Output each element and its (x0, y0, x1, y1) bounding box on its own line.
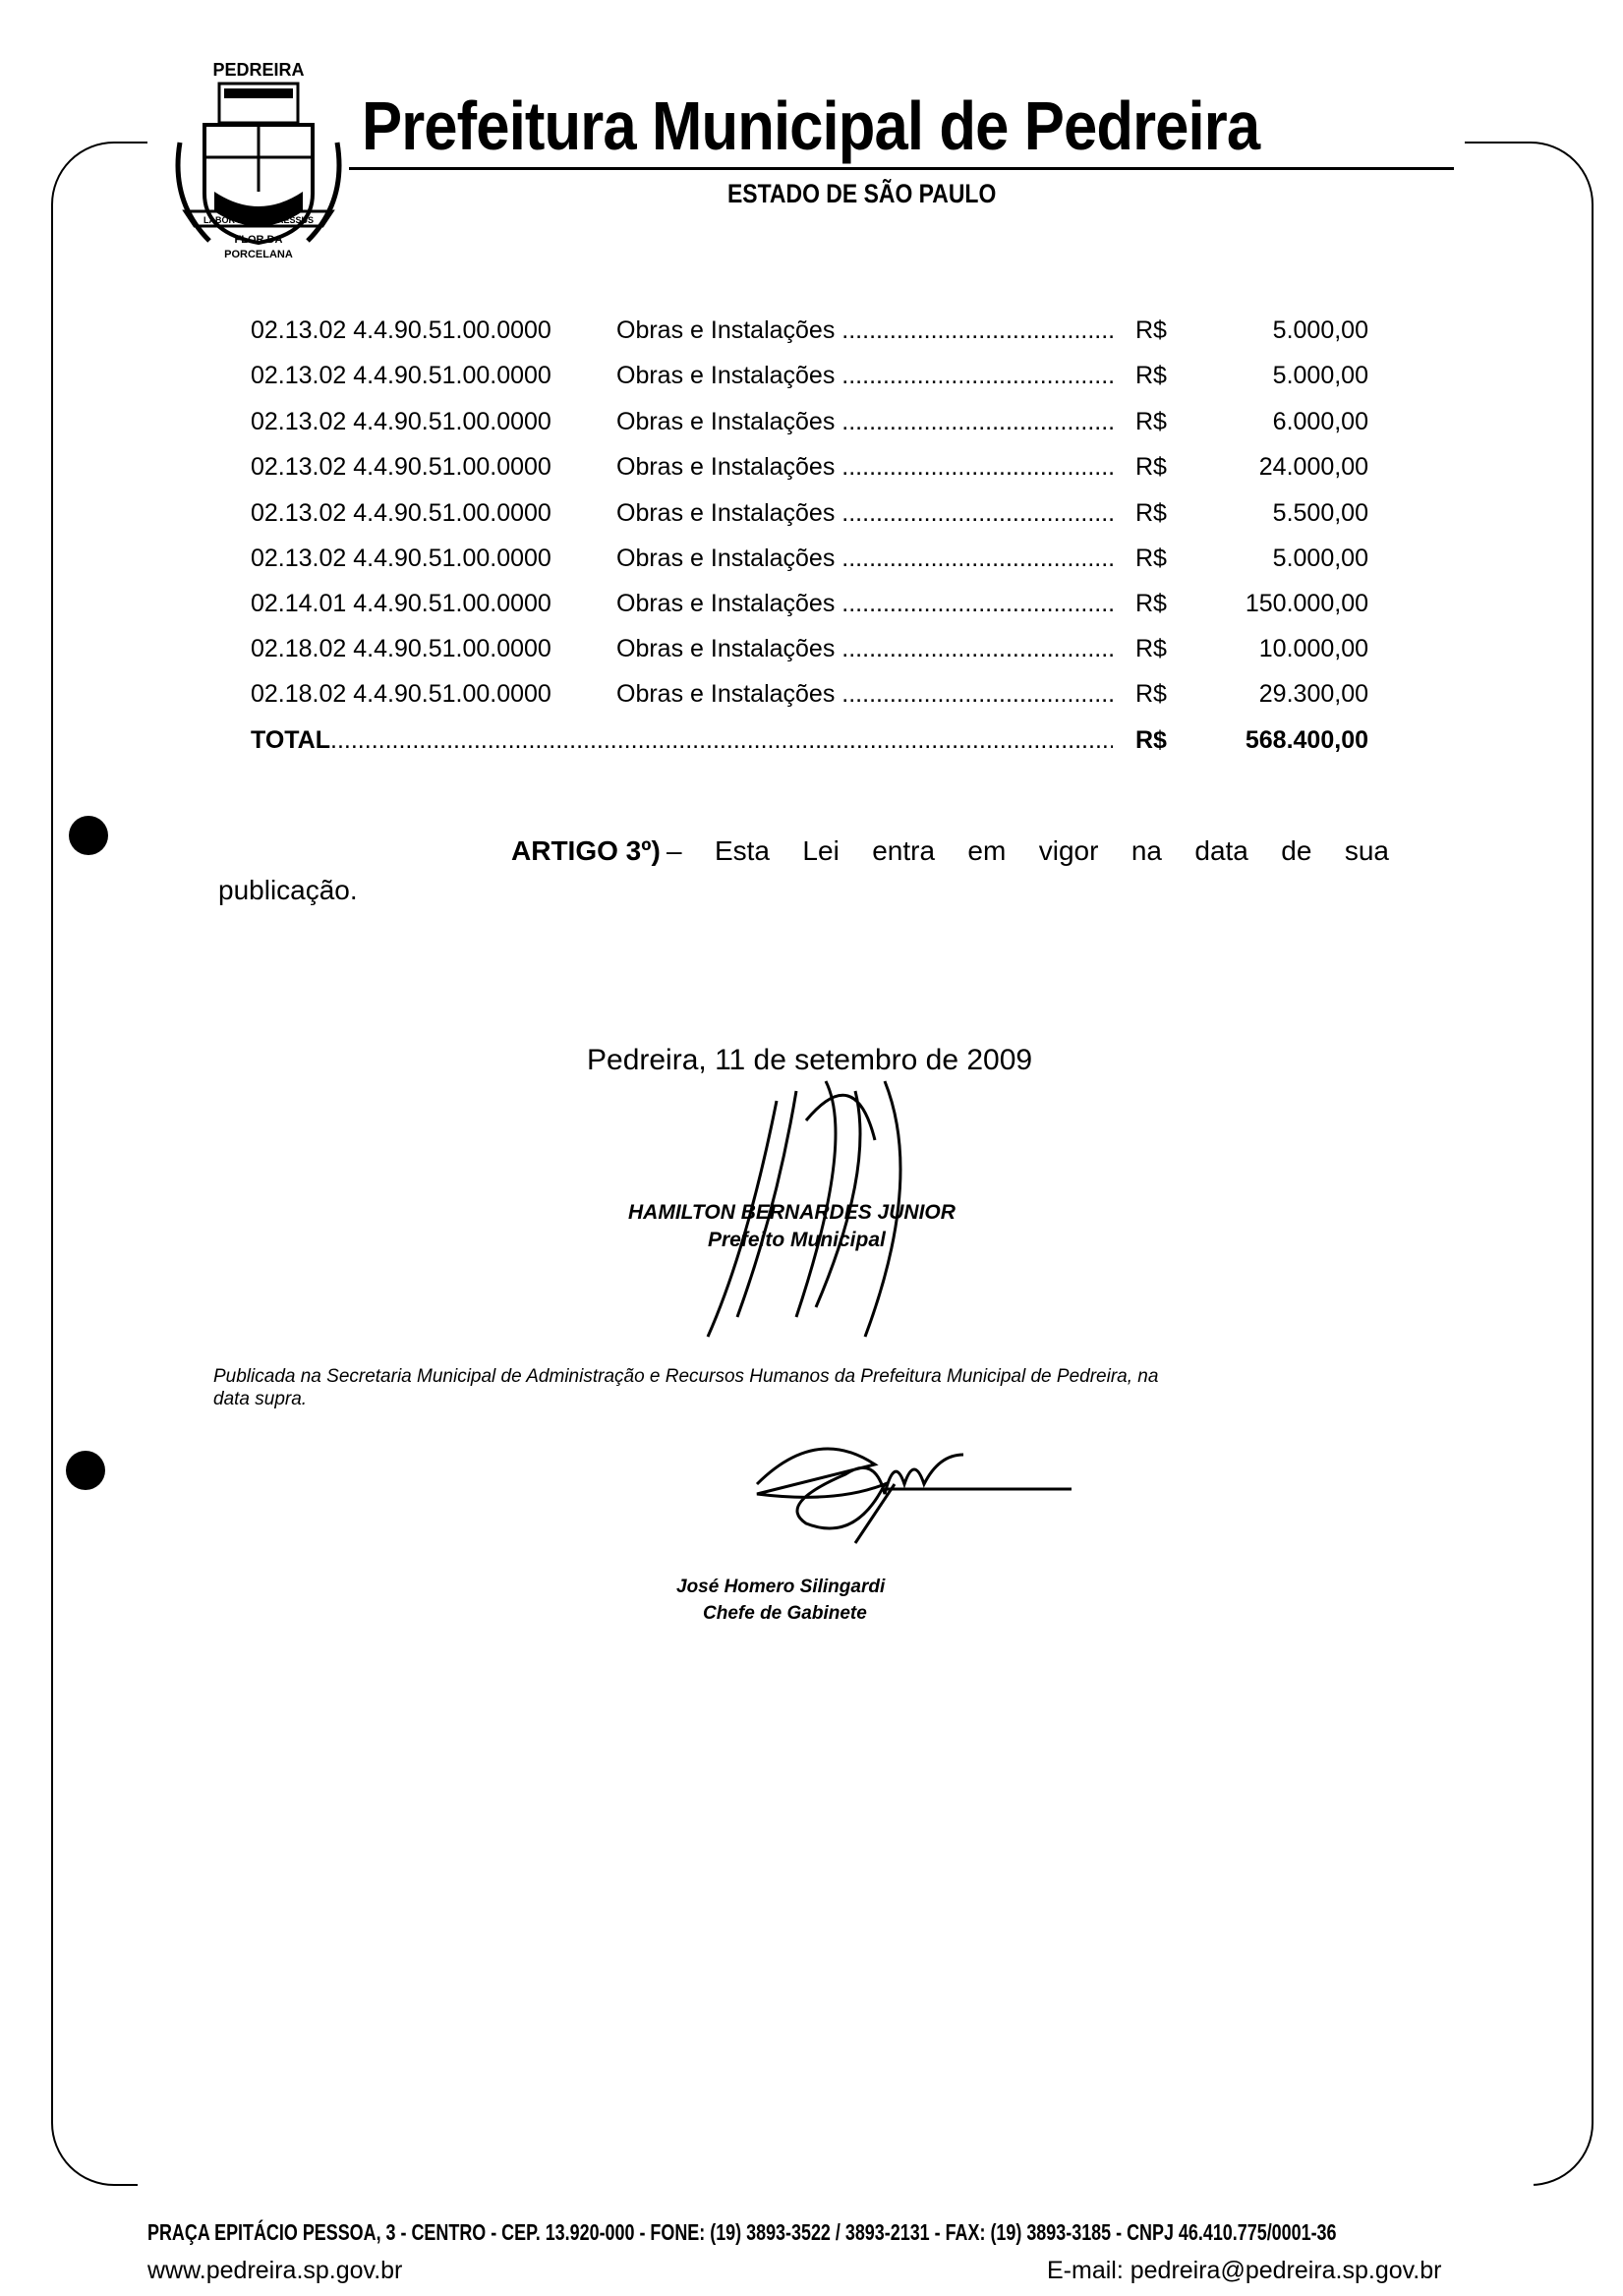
row-desc: Obras e Instalações ..... (616, 590, 1113, 618)
table-row (0, 680, 1623, 719)
row-desc: Obras e Instalações ..... (616, 680, 1113, 709)
punch-hole (66, 1451, 105, 1490)
row-desc: Obras e Instalações ..... (616, 545, 1113, 573)
row-desc: Obras e Instalações ..... (616, 453, 1113, 482)
total-value: 568.400,00 (1245, 726, 1368, 754)
chief-name: José Homero Silingardi (676, 1577, 886, 1597)
svg-text:PEDREIRA: PEDREIRA (212, 60, 305, 80)
total-currency: R$ (1135, 726, 1167, 754)
row-code: 02.18.02 4.4.90.51.00.0000 (251, 680, 551, 708)
row-code: 02.13.02 4.4.90.51.00.0000 (251, 499, 551, 527)
coat-of-arms-logo (165, 54, 352, 265)
svg-text:PORCELANA: PORCELANA (224, 249, 293, 260)
mayor-name: HAMILTON BERNARDES JUNIOR (628, 1201, 956, 1224)
document-title: Prefeitura Municipal de Pedreira (362, 87, 1260, 164)
svg-text:LABOR ET PROGRESSUS: LABOR ET PROGRESSUS (203, 215, 315, 225)
chief-signature (737, 1415, 1072, 1563)
row-value: 10.000,00 (1258, 635, 1368, 662)
table-total-row (0, 726, 1623, 766)
article-continuation: publicação. (218, 875, 358, 905)
row-code: 02.13.02 4.4.90.51.00.0000 (251, 408, 551, 435)
table-row (0, 590, 1623, 629)
row-value: 29.300,00 (1258, 680, 1368, 708)
row-code: 02.13.02 4.4.90.51.00.0000 (251, 316, 551, 344)
row-value: 24.000,00 (1258, 453, 1368, 481)
row-desc: Obras e Instalações ..... (616, 316, 1113, 345)
article-heading: ARTIGO 3º) (511, 835, 661, 866)
title-underline (349, 167, 1454, 170)
row-currency: R$ (1135, 635, 1167, 662)
row-currency: R$ (1135, 680, 1167, 708)
row-currency: R$ (1135, 316, 1167, 344)
row-value: 5.000,00 (1272, 545, 1368, 572)
table-row (0, 408, 1623, 447)
punch-hole (69, 816, 108, 855)
chief-title: Chefe de Gabinete (703, 1603, 867, 1624)
publication-note: Publicada na Secretaria Municipal de Administração e Recursos Humanos da Prefeitura Municipal de Pedreira, na (213, 1366, 1159, 1387)
row-currency: R$ (1135, 499, 1167, 527)
row-desc: Obras e Instalações ..... (616, 635, 1113, 663)
svg-text:FLOR DA: FLOR DA (234, 234, 283, 246)
table-row (0, 362, 1623, 401)
table-row (0, 453, 1623, 492)
row-value: 6.000,00 (1272, 408, 1368, 435)
row-code: 02.14.01 4.4.90.51.00.0000 (251, 590, 551, 617)
table-row (0, 316, 1623, 356)
table-row (0, 635, 1623, 674)
article-text: – Esta Lei entra em vigor na data de sua (667, 835, 1389, 866)
place-date: Pedreira, 11 de setembro de 2009 (587, 1044, 1033, 1076)
row-code: 02.13.02 4.4.90.51.00.0000 (251, 545, 551, 572)
footer-address: PRAÇA EPITÁCIO PESSOA, 3 - CENTRO - CEP. 13.920-000 - FONE: (19) 3893-3522 / 3893-2131 - FAX: (19) 3893-3185 - CNPJ 46.410.775/0001-36 (147, 2219, 1337, 2245)
table-row (0, 545, 1623, 584)
row-code: 02.13.02 4.4.90.51.00.0000 (251, 453, 551, 481)
footer-website[interactable]: www.pedreira.sp.gov.br (147, 2257, 403, 2284)
state-subtitle: ESTADO DE SÃO PAULO (727, 179, 997, 208)
row-currency: R$ (1135, 545, 1167, 572)
table-row (0, 499, 1623, 539)
row-currency: R$ (1135, 453, 1167, 481)
row-desc: Obras e Instalações ..... (616, 362, 1113, 390)
total-label: TOTAL ..... (251, 726, 1113, 755)
row-value: 5.000,00 (1272, 316, 1368, 344)
row-code: 02.18.02 4.4.90.51.00.0000 (251, 635, 551, 662)
row-currency: R$ (1135, 590, 1167, 617)
border-gap-bottom (138, 2162, 1534, 2202)
row-desc: Obras e Instalações ..... (616, 499, 1113, 528)
footer-email[interactable]: E-mail: pedreira@pedreira.sp.gov.br (1047, 2257, 1442, 2284)
row-value: 5.500,00 (1272, 499, 1368, 527)
publication-note-cont: data supra. (213, 1389, 308, 1409)
row-currency: R$ (1135, 362, 1167, 389)
mayor-title: Prefeito Municipal (708, 1229, 886, 1251)
row-desc: Obras e Instalações ..... (616, 408, 1113, 436)
row-code: 02.13.02 4.4.90.51.00.0000 (251, 362, 551, 389)
row-value: 5.000,00 (1272, 362, 1368, 389)
row-currency: R$ (1135, 408, 1167, 435)
row-value: 150.000,00 (1245, 590, 1368, 617)
